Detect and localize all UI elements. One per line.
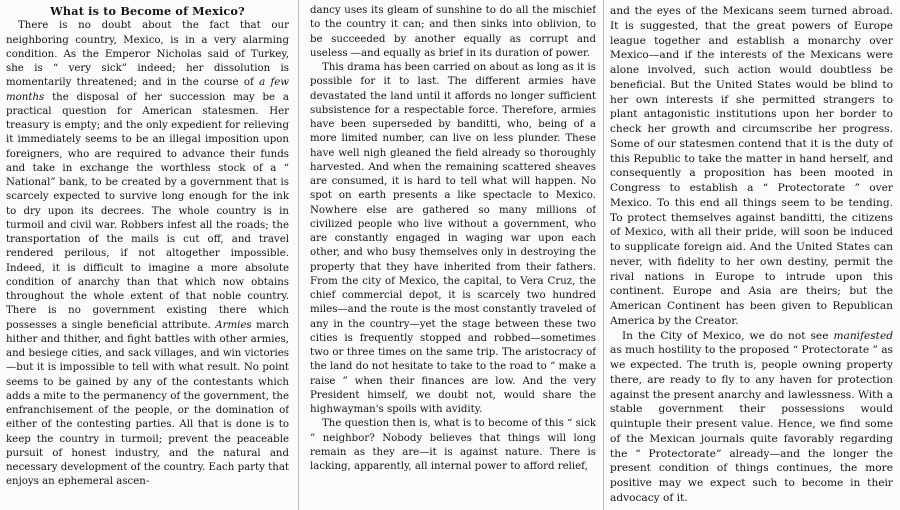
column-divider	[603, 0, 604, 510]
article-paragraph: dancy uses its gleam of sunshine to do all the mischief to the country it can; and then sinks into oblivion, to be succeeded by another equally as corrupt and useless —and equally as brief in its duration of power.	[310, 5, 596, 59]
text-run: In the City of Mexico, we do not see	[622, 329, 834, 342]
italic-text-run: Armies	[215, 319, 252, 331]
article-column-1	[6, 4, 289, 508]
text-run: There is no doubt about the fact that our neighboring country, Mexico, is in a very alarming condition. As the Emperor Nicholas said of Turkey, she is “ very sick” indeed; her dissolution is momentarily threatened; and in the course of	[6, 20, 289, 89]
text-run: as much hostility to the proposed “ Protectorate ” as we expected. The truth is, people owning property there, are ready to fly to any haven for protection against the present anarchy and lawlessness. With a stable government their possessions would quintuple their present value. Hence, we find some of the Mexican journals quite favorably regarding the “ Protectorate” already—and the longer the present condition of things continues, the more positive may we expect such to become in their advocacy of it.	[610, 344, 893, 504]
article-paragraph	[610, 329, 893, 506]
article-title: What is to Become of Mexico?	[50, 4, 245, 18]
text-run: the disposal of her succession may be a practical question for American statesmen. Her treasury is empty; and the only expedient for relieving it immediately seems to be an illegal imposition upon foreigners, who are required to advance their funds and take in exchange the worthless stock of a “ National” bank, to be created by a government that is scarcely expected to survive long enough for the ink to dry upon its decrees. The whole country is in turmoil and civil war. Robbers infest all the roads; the transportation of the mails is cut off, and travel rendered perilous, if not altogether impossible. Indeed, it is difficult to imagine a more absolute condition of anarchy than that which now obtains throughout the whole extent of that noble country. There is no government existing there which possesses a single beneficial attribute.	[6, 91, 289, 331]
italic-text-run: a few months	[6, 77, 289, 103]
text-run: march hither and thither, and fight battles with other armies, and besiege cities, and sack villages, and win victories—but it is impossible to tell with what result. No point seems to be gained by any of the contestants which adds a mite to the permanency of the government, the enfranchisement of the people, or the domination of either of the contesting parties. All that is done is to keep the country in turmoil; prevent the peaceable pursuit of honest industry, and the natural and necessary development of the country. Each party that enjoys an ephemeral ascen-	[6, 319, 289, 488]
article-paragraph: The question then is, what is to become of this “ sick ” neighbor? Nobody believes that things will long remain as they are—it is against nature. There is lacking, apparently, all internal power to afford relief,	[310, 418, 596, 472]
italic-text-run: manifested	[833, 329, 893, 342]
article-paragraph: and the eyes of the Mexicans seem turned abroad. It is suggested, that the great powers of Europe league together and establish a monarchy over Mexico—and if the interests of the Mexicans were alone involved, such action would doubtless be beneficial. But the United States would be blind to her own interests if she permitted strangers to plant antagonistic institutions upon her border to check her growth and circumscribe her progress. Some of our statesmen contend that it is the duty of this Republic to take the matter in hand herself, and consequently a proposition has been mooted in Congress to establish a “ Protectorate ” over Mexico. To this end all things seem to be tending. To protect themselves against banditti, the citizens of Mexico, with all their pride, will soon be induced to supplicate foreign aid. And the United States can never, with fidelity to her own destiny, permit the rival nations in Europe to intrude upon this continent. Europe and Asia are theirs; but the American Continent has been given to Republican America by the Creator.	[610, 5, 893, 327]
article-column-3	[610, 4, 893, 508]
article-column-2	[310, 4, 596, 508]
article-paragraph: This drama has been carried on about as long as it is possible for it to last. The different armies have devastated the land until it affords no longer sufficient subsistence for a respectable force. Therefore, armies have been superseded by banditti, who, being of a more limited number, can live on less plunder. These have well nigh gleaned the field already so thoroughly harvested. And when the remaining scattered sheaves are consumed, it is hard to tell what will happen. No spot on earth presents a like spectacle to Mexico. Nowhere else are gathered so many millions of civilized people who live without a government, who are constantly engaged in waging war upon each other, and who busy themselves only in destroying the property that they have inherited from their fathers. From the city of Mexico, the capital, to Vera Cruz, the chief commercial depot, it is scarcely two hundred miles—and the route is the most constantly traveled of any in the country—yet the stage between these two cities is frequently stopped and robbed—sometimes two or three times on the same trip. The aristocracy of the land do not hesitate to take to the road to “ make a raise ” when their finances are low. And the very President himself, we doubt not, would share the highwayman's spoils with avidity.	[310, 62, 596, 415]
column-divider	[298, 0, 299, 510]
article-paragraph	[6, 19, 289, 489]
